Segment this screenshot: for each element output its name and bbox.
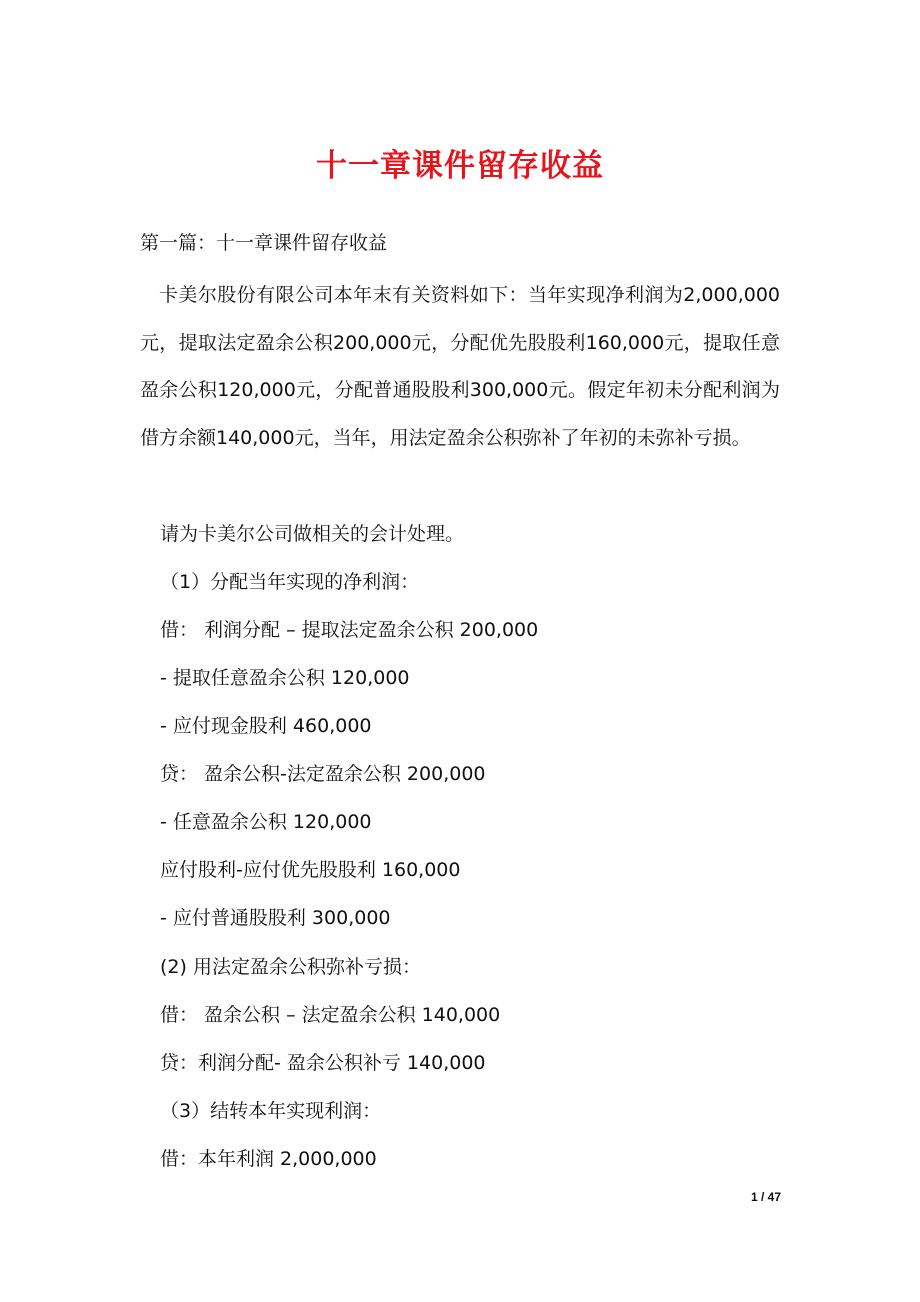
entry-line: 借： 利润分配 – 提取法定盈余公积 200,000 xyxy=(160,619,539,641)
entry-line: - 应付普通股股利 300,000 xyxy=(160,907,391,929)
entry-line: 借：本年利润 2,000,000 xyxy=(160,1148,377,1170)
section-heading: 第一篇：十一章课件留存收益 xyxy=(140,232,388,254)
entry-line: 贷： 盈余公积-法定盈余公积 200,000 xyxy=(160,763,486,785)
entry-line: - 提取任意盈余公积 120,000 xyxy=(160,667,410,689)
intro-paragraph: 卡美尔股份有限公司本年末有关资料如下：当年实现净利润为2,000,000元，提取法定盈余公积200,000元，分配优先股股利160,000元，提取任意盈余公积120,000元，分配普通股股利300,000元。假定年初未分配利润为借方余额140,000元，当年，用法定盈余公积弥补了年初的未弥补亏损。 xyxy=(140,284,780,449)
entry-line: 应付股利-应付优先股股利 160,000 xyxy=(160,859,461,881)
step-2-heading: (2) 用法定盈余公积弥补亏损： xyxy=(160,956,421,978)
entry-line: - 应付现金股利 460,000 xyxy=(160,715,372,737)
entry-line: - 任意盈余公积 120,000 xyxy=(160,811,372,833)
request-text: 请为卡美尔公司做相关的会计处理。 xyxy=(160,523,465,545)
document-title: 十一章课件留存收益 xyxy=(316,148,604,184)
page-number: 1 / 47 xyxy=(750,1190,781,1204)
entry-line: 贷：利润分配- 盈余公积补亏 140,000 xyxy=(160,1052,486,1074)
entry-line: 借： 盈余公积 – 法定盈余公积 140,000 xyxy=(160,1004,501,1026)
step-3-heading: （3）结转本年实现利润： xyxy=(160,1100,382,1122)
step-1-heading: （1）分配当年实现的净利润： xyxy=(160,571,420,593)
